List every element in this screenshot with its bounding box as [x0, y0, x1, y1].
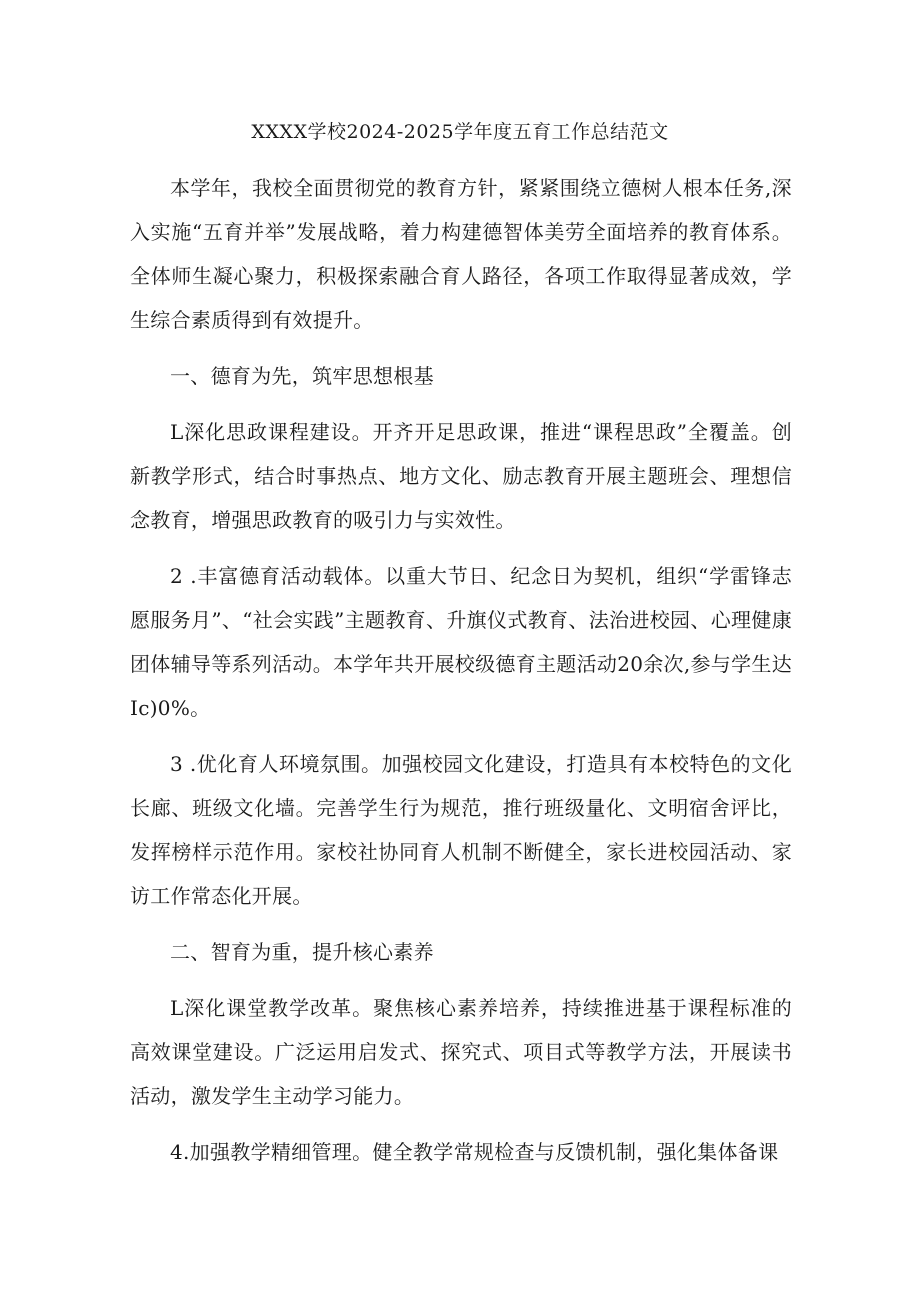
paragraph-intellectual-2: 4.加强教学精细管理。健全教学常规检查与反馈机制，强化集体备课	[170, 1140, 779, 1164]
section-heading-moral: 一、德育为先，筑牢思想根基	[170, 364, 434, 388]
document-title: XXXX学校2024-2025学年度五育工作总结范文	[251, 121, 669, 143]
paragraph-moral-3: 3 .优化育人环境氛围。加强校园文化建设，打造具有本校特色的文化长廊、班级文化墙。完善学生行为规范，推行班级量化、文明宿舍评比，发挥榜样示范作用。家校社协同育人机制不断健全，家长进校园活动、家访工作常态化开展。	[130, 752, 792, 908]
paragraph-moral-1: L深化思政课程建设。开齐开足思政课，推进“课程思政”全覆盖。创新教学形式，结合时事热点、地方文化、励志教育开展主题班会、理想信念教育，增强思政教育的吸引力与实效性。	[130, 420, 792, 532]
intro-paragraph: 本学年，我校全面贯彻党的教育方针，紧紧围绕立德树人根本任务,深入实施“五育并举”发展战略，着力构建德智体美劳全面培养的教育体系。全体师生凝心聚力，积极探索融合育人路径，各项工作取得显著成效，学生综合素质得到有效提升。	[130, 176, 792, 332]
section-heading-intellectual: 二、智育为重，提升核心素养	[170, 940, 434, 964]
paragraph-moral-2: 2 .丰富德育活动载体。以重大节日、纪念日为契机，组织“学雷锋志愿服务月”、“社会实践”主题教育、升旗仪式教育、法治进校园、心理健康团体辅导等系列活动。本学年共开展校级德育主题活动20余次,参与学生达Ic)0%。	[130, 564, 793, 720]
document-body	[130, 166, 792, 1186]
paragraph-intellectual-1: L深化课堂教学改革。聚焦核心素养培养，持续推进基于课程标准的高效课堂建设。广泛运用启发式、探究式、项目式等教学方法，开展读书活动，激发学生主动学习能力。	[130, 996, 792, 1108]
